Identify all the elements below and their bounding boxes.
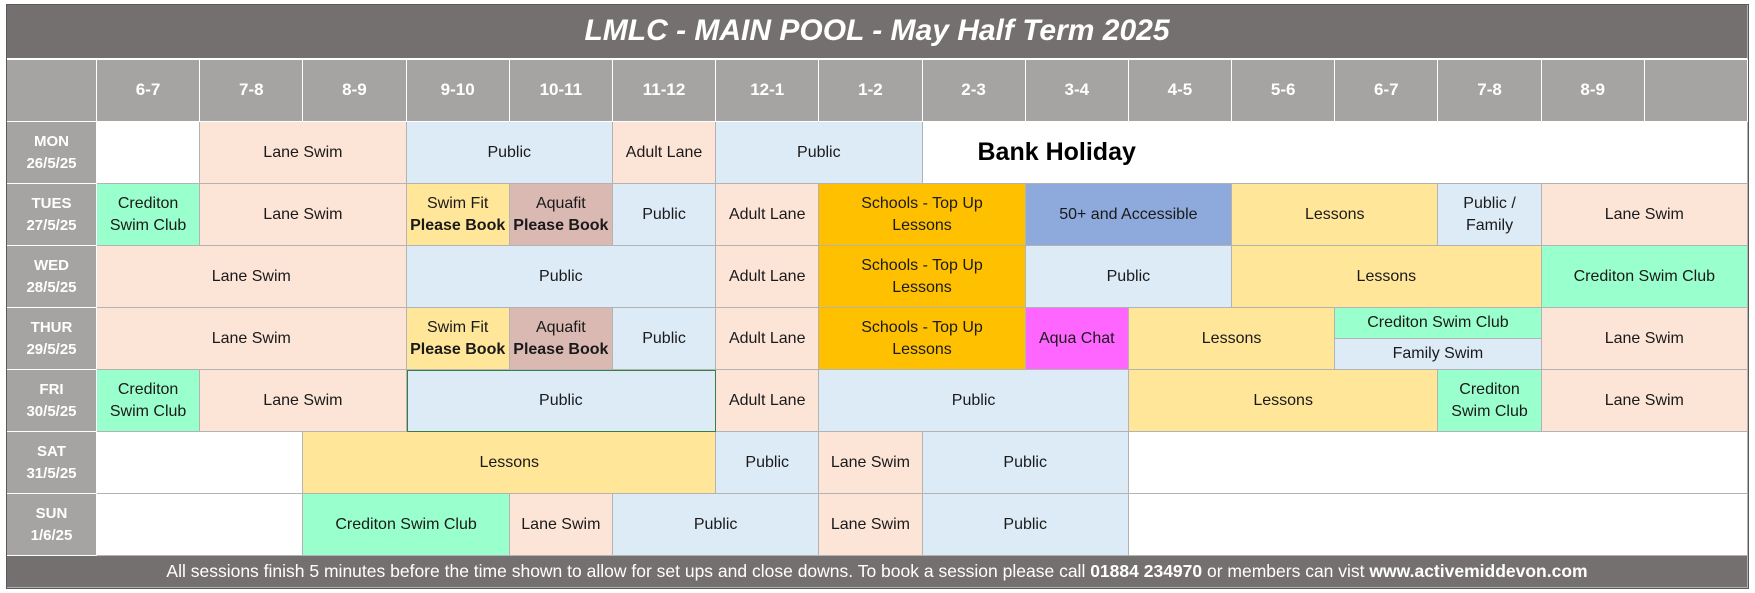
- footer-text: or members can vist: [1202, 560, 1370, 581]
- session-crediton-swim-club: [97, 184, 200, 246]
- time-header: 5-6: [1232, 60, 1335, 122]
- empty-slot: [97, 122, 200, 184]
- session-public: Public: [613, 184, 716, 246]
- session-family-swim: Family Swim: [1335, 339, 1541, 370]
- session-public: Public: [923, 432, 1129, 494]
- session-aquafit: [510, 184, 613, 246]
- day-date: 1/6/25: [30, 526, 73, 544]
- time-header: 6-7: [1335, 60, 1438, 122]
- website-link[interactable]: www.activemiddevon.com: [1369, 560, 1588, 581]
- time-header: 6-7: [97, 60, 200, 122]
- session-crediton-swim-club: Crediton Swim Club: [303, 494, 509, 556]
- session-line: Lessons: [892, 340, 952, 358]
- session-public-family: [1438, 184, 1541, 246]
- session-aqua-chat: Aqua Chat: [1026, 308, 1129, 370]
- timetable-grid: [6, 4, 1749, 589]
- session-lessons: Lessons: [1129, 308, 1335, 370]
- time-header: [1645, 60, 1748, 122]
- session-line: Schools - Top Up: [861, 256, 983, 274]
- session-public: Public: [1026, 246, 1232, 308]
- session-lessons: Lessons: [303, 432, 716, 494]
- session-adult-lane: Adult Lane: [716, 370, 819, 432]
- session-crediton-swim-club: [97, 370, 200, 432]
- session-public: Public: [613, 494, 819, 556]
- session-lane-swim: Lane Swim: [97, 246, 407, 308]
- session-lane-swim: Lane Swim: [200, 370, 406, 432]
- session-line: Aquafit: [535, 318, 586, 336]
- time-header: 3-4: [1026, 60, 1129, 122]
- day-name: TUES: [31, 194, 72, 212]
- day-name: SUN: [35, 504, 68, 522]
- day-label-mon: [7, 122, 97, 184]
- session-lane-swim: Lane Swim: [200, 184, 406, 246]
- time-header: 4-5: [1129, 60, 1232, 122]
- session-line: Swim Club: [109, 402, 187, 420]
- session-line: Swim Fit: [426, 318, 489, 336]
- session-lane-swim: Lane Swim: [1542, 370, 1748, 432]
- day-date: 26/5/25: [26, 154, 77, 172]
- session-lane-swim: Lane Swim: [819, 494, 922, 556]
- session-public: Public: [819, 370, 1129, 432]
- day-date: 30/5/25: [26, 402, 77, 420]
- time-header: 12-1: [716, 60, 819, 122]
- session-lane-swim: Lane Swim: [819, 432, 922, 494]
- session-line: Swim Fit: [426, 194, 489, 212]
- header-corner: [7, 60, 97, 122]
- session-swim-fit: [407, 184, 510, 246]
- day-name: THUR: [30, 318, 73, 336]
- booking-note: Please Book: [410, 216, 506, 234]
- time-header: 1-2: [819, 60, 922, 122]
- session-line: Schools - Top Up: [861, 318, 983, 336]
- session-line: Swim Club: [109, 216, 187, 234]
- session-public: Public: [613, 308, 716, 370]
- session-line: Crediton: [117, 194, 179, 212]
- session-line: Public /: [1463, 194, 1516, 212]
- day-name: MON: [34, 132, 69, 150]
- day-label-wed: [7, 246, 97, 308]
- page-title: LMLC - MAIN POOL - May Half Term 2025: [7, 5, 1748, 60]
- booking-note: Please Book: [513, 340, 609, 358]
- session-line: Crediton: [117, 380, 179, 398]
- empty-slot: [97, 494, 303, 556]
- bank-holiday-notice: Bank Holiday: [923, 122, 1749, 184]
- footer-note: [7, 556, 1748, 588]
- session-crediton-swim-club: Crediton Swim Club: [1335, 308, 1541, 339]
- booking-note: Please Book: [513, 216, 609, 234]
- session-swim-fit: [407, 308, 510, 370]
- day-date: 28/5/25: [26, 278, 77, 296]
- session-schools-top-up: [819, 246, 1025, 308]
- day-name: WED: [34, 256, 69, 274]
- session-line: Crediton: [1459, 380, 1520, 398]
- footer-text: All sessions finish 5 minutes before the time shown to allow for set ups and close downs. To book a session please call: [166, 560, 1091, 581]
- session-line: Lessons: [892, 216, 952, 234]
- session-adult-lane: Adult Lane: [716, 184, 819, 246]
- session-public: Public: [923, 494, 1129, 556]
- booking-note: Please Book: [410, 340, 506, 358]
- time-header: 8-9: [1542, 60, 1645, 122]
- day-date: 29/5/25: [26, 340, 77, 358]
- time-header: 10-11: [510, 60, 613, 122]
- session-lessons: Lessons: [1129, 370, 1439, 432]
- session-adult-lane: Adult Lane: [716, 308, 819, 370]
- session-lessons: Lessons: [1232, 246, 1542, 308]
- time-header: 11-12: [613, 60, 716, 122]
- session-crediton-swim-club: Crediton Swim Club: [1542, 246, 1748, 308]
- session-lane-swim: Lane Swim: [510, 494, 613, 556]
- session-schools-top-up: [819, 308, 1025, 370]
- session-public: Public: [716, 122, 922, 184]
- session-adult-lane: Adult Lane: [716, 246, 819, 308]
- time-header: 8-9: [303, 60, 406, 122]
- day-label-sun: [7, 494, 97, 556]
- day-label-thu: [7, 308, 97, 370]
- day-label-tue: [7, 184, 97, 246]
- session-line: Schools - Top Up: [861, 194, 983, 212]
- time-header: 2-3: [923, 60, 1026, 122]
- session-aquafit: [510, 308, 613, 370]
- session-lane-swim: Lane Swim: [97, 308, 407, 370]
- session-public: Public: [716, 432, 819, 494]
- day-date: 27/5/25: [26, 216, 77, 234]
- session-crediton-swim-club: [1438, 370, 1541, 432]
- time-header: 7-8: [1438, 60, 1541, 122]
- session-lane-swim: Lane Swim: [1542, 184, 1748, 246]
- session-line: Swim Club: [1451, 402, 1528, 420]
- session-lessons: Lessons: [1232, 184, 1438, 246]
- session-public: Public: [407, 122, 613, 184]
- session-line: Lessons: [892, 278, 952, 296]
- day-label-sat: [7, 432, 97, 494]
- session-fifty-plus: 50+ and Accessible: [1026, 184, 1232, 246]
- phone-number: 01884 234970: [1090, 560, 1203, 581]
- session-adult-lane: Adult Lane: [613, 122, 716, 184]
- session-public: Public: [407, 246, 717, 308]
- empty-slot: [1129, 494, 1748, 556]
- time-header: 9-10: [407, 60, 510, 122]
- session-lane-swim: Lane Swim: [200, 122, 406, 184]
- day-date: 31/5/25: [26, 464, 77, 482]
- empty-slot: [97, 432, 303, 494]
- day-name: FRI: [39, 380, 64, 398]
- session-schools-top-up: [819, 184, 1025, 246]
- session-line: Aquafit: [535, 194, 586, 212]
- empty-slot: [1129, 432, 1748, 494]
- day-name: SAT: [37, 442, 66, 460]
- session-line: Family: [1465, 216, 1514, 234]
- time-header: 7-8: [200, 60, 303, 122]
- session-public: Public: [407, 370, 717, 432]
- session-lane-swim: Lane Swim: [1542, 308, 1748, 370]
- day-label-fri: [7, 370, 97, 432]
